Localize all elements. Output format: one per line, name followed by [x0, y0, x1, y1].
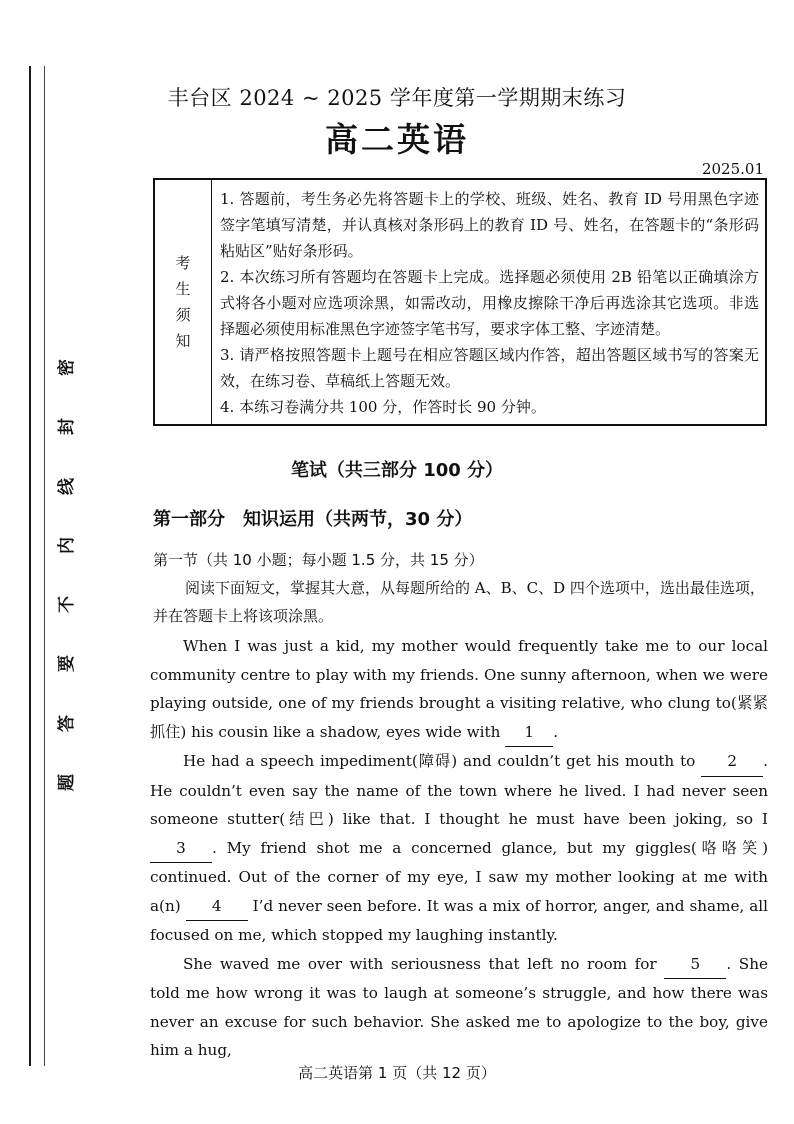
binding-char: 内 — [56, 536, 77, 554]
blank-1: 1 — [505, 718, 553, 748]
part-name: 第一部分 — [153, 509, 225, 530]
notice-label-char: 知 — [175, 332, 191, 350]
binding-char: 要 — [56, 655, 77, 673]
passage-paragraph — [150, 747, 768, 950]
binding-char: 封 — [56, 418, 77, 436]
passage-text: When I was just a kid, my mother would frequently take me to our local community centre to play with my friends. One sunny afternoon, when we were playing outside, one of my friends brought a visiting relative, who clung to(紧紧抓住) his cousin like a shadow, eyes wide with — [150, 637, 768, 741]
blank-5: 5 — [664, 950, 726, 980]
notice-label — [155, 180, 212, 424]
passage-text: He had a speech impediment(障碍) and couldn’t get his mouth to — [183, 752, 702, 770]
blank-3: 3 — [150, 834, 212, 864]
blank-2: 2 — [701, 747, 763, 777]
passage-text: She waved me over with seriousness that left no room for — [183, 954, 665, 973]
passage-text: . He couldn’t even say the name of the town where he lived. I had never seen someone stutter(结巴) like that. I thought he must have been joking, so I — [150, 752, 768, 828]
notice-label-char: 须 — [175, 306, 191, 324]
blank-4: 4 — [186, 892, 248, 922]
exam-date: 2025.01 — [701, 160, 764, 178]
subsection-heading: 第一节（共 10 小题；每小题 1.5 分，共 15 分） — [153, 551, 484, 569]
cloze-passage — [150, 632, 768, 1065]
passage-text: . She told me how wrong it was to laugh at someone’s struggle, and how there was never an excuse for such behavior. She asked me to apologize to the boy, give him a hug, — [150, 954, 768, 1059]
binding-char: 题 — [56, 773, 77, 791]
binding-line-inner — [44, 66, 45, 1066]
instruction-text: 阅读下面短文，掌握其大意，从每题所给的 A、B、C、D 四个选项中，选出最佳选项，并在答题卡上将该项涂黑。 — [153, 579, 765, 625]
section-title: 笔试（共三部分 100 分） — [290, 460, 504, 481]
binding-warning — [52, 355, 76, 795]
notice-label-char: 生 — [175, 280, 191, 298]
part-title: 知识运用（共两节，30 分） — [243, 509, 473, 530]
exam-title: 丰台区 2024 ~ 2025 学年度第一学期期末练习 — [167, 86, 627, 110]
notice-item: 3. 请严格按照答题卡上题号在相应答题区域内作答，超出答题区域书写的答案无效，在练习卷、草稿纸上答题无效。 — [220, 346, 759, 390]
notice-label-char: 考 — [175, 254, 191, 272]
binding-char: 密 — [56, 359, 77, 376]
binding-char: 线 — [56, 477, 77, 495]
passage-text: I’d never seen before. It was a mix of horror, anger, and shame, all focused on me, which stopped my laughing instantly. — [150, 896, 769, 944]
notice-item: 1. 答题前，考生务必先将答题卡上的学校、班级、姓名、教育 ID 号用黑色字迹签字笔填写清楚，并认真核对条形码上的教育 ID 号、姓名，在答题卡的“条形码粘贴区”贴好条形码。 — [220, 190, 759, 260]
notice-items — [212, 180, 765, 424]
page-footer: 高二英语第 1 页（共 12 页） — [298, 1064, 496, 1082]
part-heading — [153, 505, 472, 531]
passage-paragraph — [150, 632, 768, 747]
binding-char: 不 — [56, 596, 77, 614]
candidate-notice-box — [153, 178, 767, 426]
notice-item: 4. 本练习卷满分共 100 分，作答时长 90 分钟。 — [220, 398, 546, 416]
passage-text: . — [553, 722, 559, 741]
binding-line — [29, 66, 31, 1066]
subject-title: 高二英语 — [325, 120, 469, 159]
passage-paragraph — [150, 950, 768, 1065]
passage-text: . My friend shot me a concerned glance, but my giggles(咯咯笑) continued. Out of the corner of my eye, I saw my mother looking at me with a(n) — [150, 838, 768, 915]
notice-item: 2. 本次练习所有答题均在答题卡上完成。选择题必须使用 2B 铅笔以正确填涂方式将各小题对应选项涂黑，如需改动，用橡皮擦除干净后再选涂其它选项。非选择题必须使用标准黑色字迹签字笔书写，要求字体工整、字迹清楚。 — [220, 268, 759, 338]
binding-char: 答 — [56, 714, 77, 732]
